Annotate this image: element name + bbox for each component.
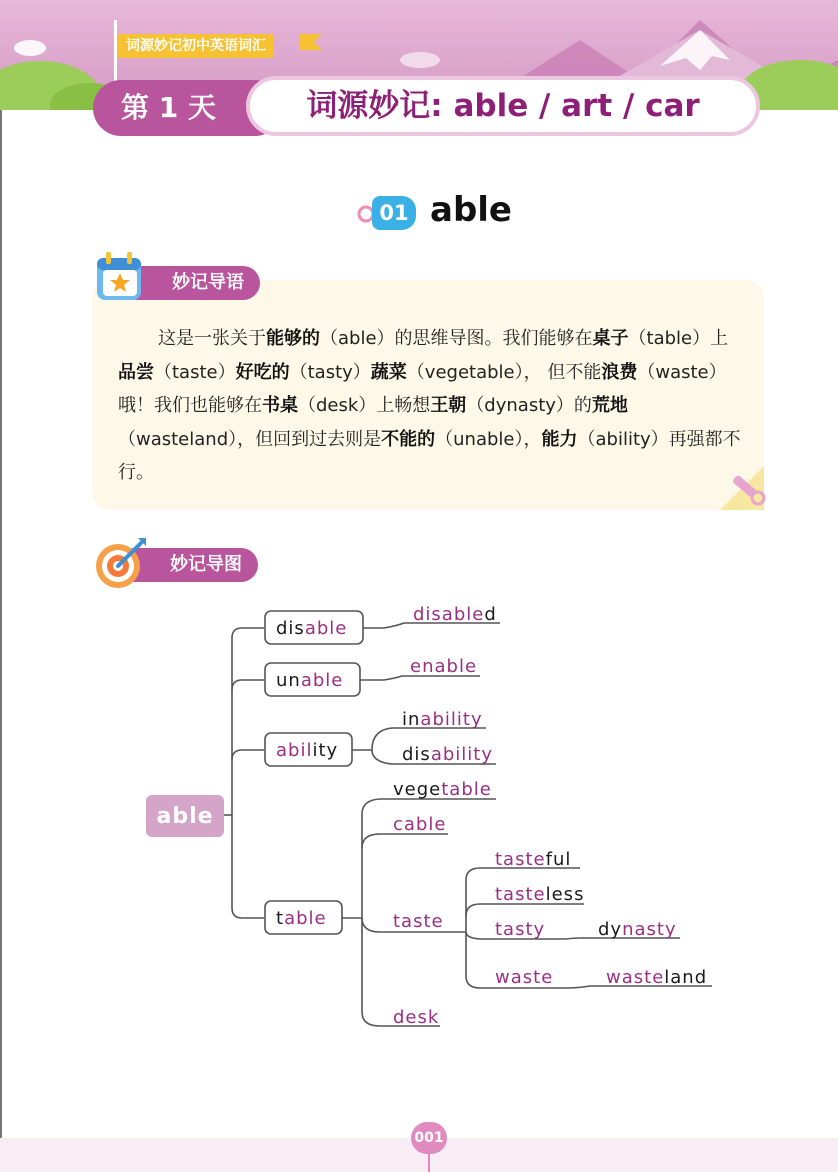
word-segment: taste [393, 911, 444, 932]
word-vegetable [393, 779, 492, 800]
word-segment: disable [413, 604, 485, 625]
word-segment: t [276, 908, 285, 929]
word-segment: in [402, 709, 421, 730]
word-tasteful [495, 849, 571, 870]
word-segment: ability [430, 744, 493, 765]
flag-pole [114, 20, 117, 84]
flag-tail-icon [300, 30, 322, 52]
intro-text-segment: 这是一张关于 [158, 328, 266, 349]
word-segment: abil [276, 740, 313, 761]
intro-keyword: 品尝 [118, 361, 154, 383]
word-segment: tasty [495, 919, 546, 940]
word-segment: ful [545, 849, 572, 870]
mindmap-connector [232, 815, 264, 918]
word-segment: taste [495, 884, 546, 905]
word-segment: taste [495, 849, 546, 870]
intro-paragraph [118, 322, 746, 490]
intro-text-segment: （table）上 [628, 328, 729, 349]
word-disable [276, 618, 347, 639]
intro-text-segment: （desk）上畅想 [298, 395, 431, 416]
word-segment: cable [393, 814, 447, 835]
word-segment: waste [495, 967, 554, 988]
intro-keyword: 不能的 [381, 428, 436, 450]
word-segment: nasty [622, 919, 677, 940]
word-table [276, 908, 327, 929]
lesson-title: 词源妙记: able / art / car [246, 76, 760, 136]
word-segment: table [441, 779, 492, 800]
intro-keyword: 好吃的 [235, 361, 290, 383]
word-segment: able [304, 618, 348, 639]
word-segment: ability [420, 709, 483, 730]
intro-keyword: 蔬菜 [370, 361, 407, 383]
word-segment: land [664, 967, 708, 988]
intro-text-segment: （able）的思维导图。我们能够在 [320, 328, 593, 349]
intro-text-segment: （vegetable）， 但不能 [406, 361, 602, 383]
intro-text-segment: （ability）再强都不行。 [118, 428, 741, 483]
day-badge: 第 1 天 [93, 80, 283, 136]
word-tasty [495, 919, 545, 940]
word-ability [276, 740, 338, 761]
target-arrow-icon [94, 536, 148, 590]
root-node: able [156, 804, 214, 829]
calendar-star-icon [94, 250, 146, 306]
word-segment: desk [393, 1007, 440, 1028]
intro-keyword: 荒地 [591, 395, 628, 416]
intro-text-segment: （taste） [154, 361, 236, 383]
mindmap [0, 590, 838, 1040]
word-desk [393, 1007, 439, 1028]
word-disability [402, 744, 493, 765]
word-tasteless [495, 884, 584, 905]
intro-keyword: 能力 [541, 428, 578, 450]
word-segment: able [284, 908, 327, 929]
intro-keyword: 桌子 [592, 328, 629, 349]
intro-keyword: 能够的 [266, 328, 320, 349]
intro-text-segment: （unable）， [435, 428, 542, 450]
word-segment: ity [312, 740, 339, 761]
series-title-flag: 词源妙记初中英语词汇 [118, 34, 274, 58]
mindmap-connector [232, 628, 264, 815]
word-unable [276, 670, 343, 691]
word-segment: un [276, 670, 301, 691]
word-waste [495, 967, 553, 988]
word-segment: waste [606, 967, 665, 988]
intro-keyword: 浪费 [601, 361, 638, 383]
intro-keyword: 王朝 [430, 395, 467, 416]
word-taste [393, 911, 444, 932]
mindmap-connector [362, 834, 448, 848]
intro-keyword: 书桌 [262, 395, 298, 416]
mindmap-connector [232, 680, 264, 690]
word-segment: dis [402, 744, 431, 765]
word-cable [393, 814, 446, 835]
intro-text-segment: （tasty） [289, 361, 371, 383]
word-segment: d [484, 604, 497, 625]
word-enable [410, 656, 477, 677]
word-segment: able [300, 670, 344, 691]
intro-text-segment: （wasteland），但回到过去则是 [118, 428, 382, 450]
word-segment: dis [276, 618, 305, 639]
word-wasteland [606, 967, 707, 988]
word-number-tag: 01 [372, 196, 416, 230]
intro-text-segment: （dynasty）的 [466, 395, 592, 416]
word-segment: vege [393, 779, 442, 800]
page-number: 001 [411, 1122, 447, 1154]
word-title: able [430, 190, 512, 230]
mindmap-section-label: 妙记导图 [118, 548, 258, 582]
mindmap-connector [232, 750, 264, 760]
word-inability [402, 709, 483, 730]
word-segment: less [545, 884, 585, 905]
word-segment: dy [598, 919, 623, 940]
word-disabled [413, 604, 497, 625]
mindmap-connector [466, 904, 584, 916]
intro-text-segment: （waste）哦！我们也能够在 [118, 361, 727, 416]
word-dynasty [598, 919, 677, 940]
intro-section-label: 妙记导语 [120, 266, 260, 300]
word-segment: enable [410, 656, 478, 677]
pen-clip-icon [720, 464, 768, 510]
